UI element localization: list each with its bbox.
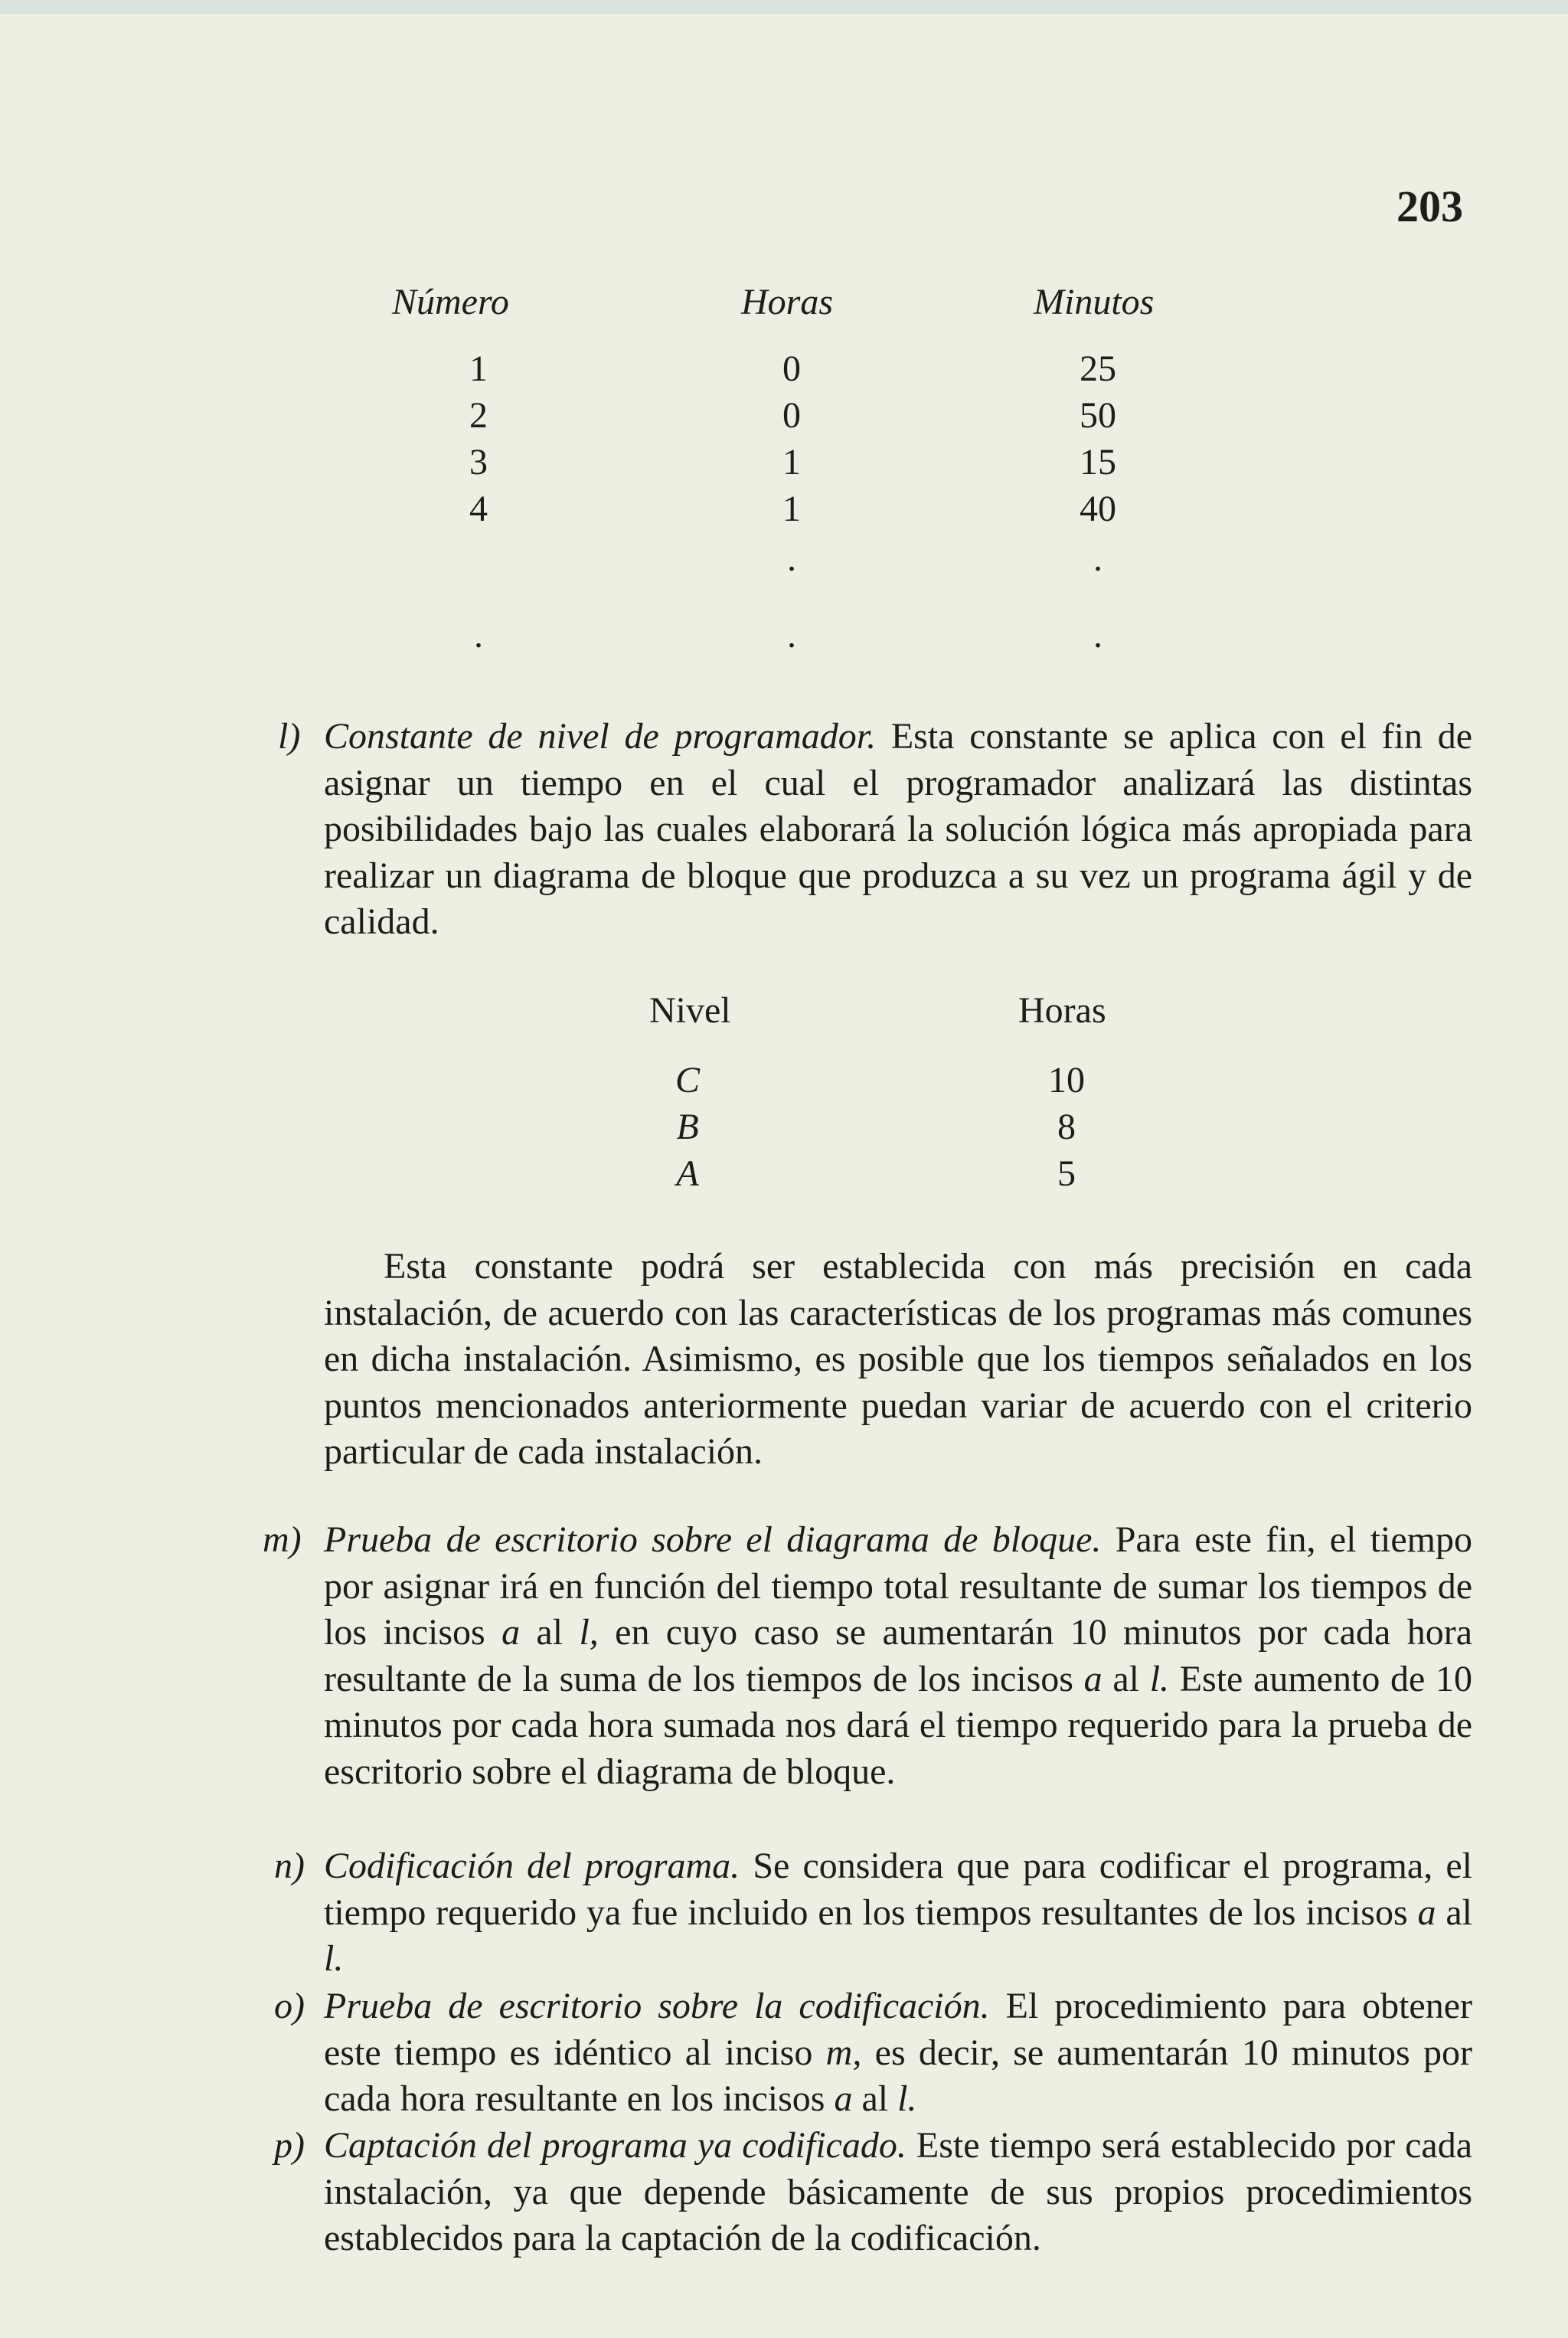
- inline-text: al: [1436, 1892, 1473, 1933]
- section-text: Este aumento de 10 minutos por cada hora sumada nos dará el tiempo requerido para la prueba de escritorio sobre el diagrama de bloque.: [324, 1658, 1472, 1792]
- header-nivel: Nivel: [649, 990, 731, 1031]
- table-cell: 50: [1080, 395, 1116, 436]
- section-text: El procedimiento para obtener este tiempo es idéntico al inciso: [324, 1986, 1473, 2073]
- table-cell: 0: [782, 395, 801, 436]
- header-horas: Horas: [741, 282, 834, 322]
- page-number: 203: [1396, 181, 1463, 231]
- inline-italic: l.: [897, 2078, 917, 2119]
- section-letter: p): [274, 2125, 305, 2166]
- section-l: [278, 714, 1472, 946]
- table-cell: 40: [1080, 489, 1116, 529]
- table-cell: 15: [1080, 442, 1116, 482]
- inline-italic: a: [834, 2078, 853, 2119]
- section-text: en cuyo caso se aumentarán 10 minutos por cada hora resultante de la suma de los tiempos de los incisos: [324, 1612, 1472, 1699]
- section-o: [274, 1983, 1473, 2123]
- section-text: Este tiempo será establecido por cada instalación, ya que depende básicamente de sus propios procedimientos establecidos para la captación de la codificación.: [324, 2125, 1473, 2258]
- table-cell: B: [676, 1107, 699, 1147]
- section-letter: o): [274, 1986, 305, 2026]
- ellipsis-dot: .: [474, 615, 483, 656]
- table-cell: 10: [1048, 1060, 1085, 1100]
- header-minutos: Minutos: [1034, 282, 1155, 322]
- section-n: [274, 1843, 1473, 1983]
- section-title: Prueba de escritorio sobre el diagrama de bloque.: [324, 1519, 1102, 1560]
- table-cell: 0: [782, 348, 801, 389]
- paragraph-constant: Esta constante podrá ser establecida con más precisión en cada instalación, de acuerdo con las características de los programas más comunes en dicha instalación. Asimismo, es posible que los tiempos señalados en los puntos mencionados anteriormente puedan variar de acuerdo con el criterio particular de cada instalación.: [324, 1246, 1472, 1472]
- section-title: Codificación del programa.: [324, 1846, 740, 1886]
- section-letter: m): [263, 1519, 302, 1560]
- inline-italic: l.: [324, 1938, 344, 1979]
- section-letter: l): [278, 716, 301, 757]
- table-cell: 25: [1080, 348, 1116, 389]
- inline-text: al: [852, 2078, 898, 2119]
- table-cell: C: [675, 1060, 700, 1100]
- inline-italic: l,: [579, 1612, 599, 1653]
- inline-italic: a: [501, 1612, 521, 1653]
- ellipsis-dot: .: [787, 615, 796, 656]
- table-cell: 2: [469, 395, 488, 436]
- section-title: Prueba de escritorio sobre la codificación.: [324, 1986, 990, 2026]
- table-cell: 4: [469, 489, 488, 529]
- header-numero: Número: [392, 282, 509, 322]
- section-text: Esta constante se aplica con el fin de asignar un tiempo en el cual el programador analizará las distintas posibilidades bajo las cuales elaborará la solución lógica más apropiada para realizar un diagrama de bloque que produzca a su vez un programa ágil y de calidad.: [324, 716, 1472, 942]
- section-m: [263, 1517, 1473, 1795]
- ellipsis-dot: .: [1093, 538, 1102, 579]
- section-text: Se considera que para codificar el programa, el tiempo requerido ya fue incluido en los tiempos resultantes de los incisos: [324, 1846, 1472, 1933]
- ellipsis-dot: .: [787, 538, 796, 579]
- table-cell: 1: [469, 348, 488, 389]
- section-text: es decir, se aumentarán 10 minutos por cada hora resultante en los incisos: [324, 2032, 1472, 2119]
- table-cell: 1: [782, 489, 801, 529]
- page-top-band: [0, 0, 1568, 14]
- section-title: Captación del programa ya codificado.: [324, 2125, 906, 2166]
- inline-italic: m,: [825, 2032, 862, 2073]
- inline-text: al: [520, 1612, 580, 1653]
- ellipsis-dot: .: [1093, 615, 1102, 656]
- header-horas: Horas: [1018, 990, 1106, 1031]
- inline-text: al: [1102, 1658, 1150, 1699]
- table-cell: 3: [469, 442, 488, 482]
- table-cell: 8: [1057, 1107, 1076, 1147]
- table-cell: 5: [1057, 1153, 1076, 1194]
- section-p: [274, 2123, 1473, 2262]
- table-cell: A: [676, 1153, 699, 1194]
- inline-italic: l.: [1149, 1658, 1170, 1699]
- section-letter: n): [274, 1846, 305, 1886]
- table-cell: 1: [782, 442, 801, 482]
- inline-italic: a: [1083, 1658, 1102, 1699]
- inline-italic: a: [1417, 1892, 1436, 1933]
- section-text: Para este fin, el tiempo por asignar irá en función del tiempo total resultante de sumar los tiempos de los incisos: [324, 1519, 1473, 1653]
- section-title: Constante de nivel de programador.: [324, 716, 877, 757]
